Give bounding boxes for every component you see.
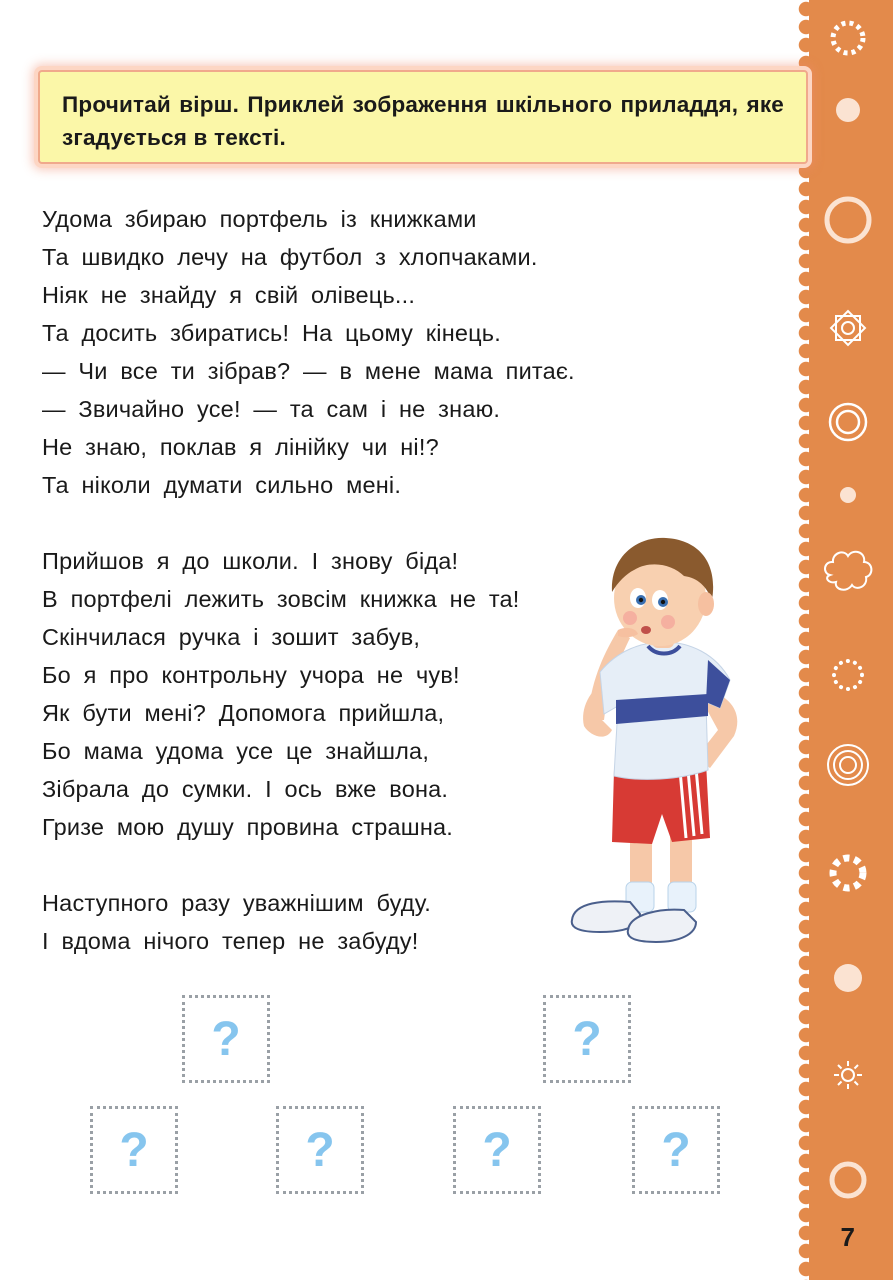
sticker-slot[interactable] <box>453 1106 541 1194</box>
poem-line: Та швидко лечу на футбол з хлопчаками. <box>42 244 538 270</box>
dashed-ring-icon <box>818 8 878 68</box>
sunburst-icon <box>818 1045 878 1105</box>
question-mark-icon: ? <box>211 1012 241 1066</box>
question-mark-icon: ? <box>305 1123 335 1177</box>
poem-line: Наступного разу уважнішим буду. <box>42 890 432 916</box>
poem-line: В портфелі лежить зовсім книжка не та! <box>42 586 520 612</box>
question-mark-icon: ? <box>482 1123 512 1177</box>
poem-line: Як бути мені? Допомога прийшла, <box>42 700 445 726</box>
sticker-slot[interactable] <box>543 995 631 1083</box>
sticker-slot[interactable] <box>276 1106 364 1194</box>
poem-line: Бо я про контрольну учора не чув! <box>42 662 460 688</box>
dotted-circle-icon <box>818 645 878 705</box>
poem-stanza-2 <box>42 542 520 846</box>
question-mark-icon: ? <box>661 1123 691 1177</box>
flower-outline-icon <box>818 298 878 358</box>
poem-line: І вдома нічого тепер не забуду! <box>42 928 419 954</box>
sticker-slot[interactable] <box>90 1106 178 1194</box>
poem-line: Та досить збиратись! На цьому кінець. <box>42 320 501 346</box>
instruction-text: Прочитай вірш. Приклей зображення шкільного приладдя, яке згадується в тексті. <box>62 92 784 150</box>
cloud-outline-icon <box>818 540 878 600</box>
poem-stanza-3 <box>42 884 431 960</box>
big-dot-icon <box>818 948 878 1008</box>
question-mark-icon: ? <box>119 1123 149 1177</box>
dot-icon <box>818 80 878 140</box>
boy-illustration <box>560 530 750 955</box>
double-ring-icon <box>818 392 878 452</box>
poem-line: Ніяк не знайду я свій олівець... <box>42 282 416 308</box>
scalloped-edge <box>797 0 815 1280</box>
dash-circle-icon <box>818 843 878 903</box>
instruction-box <box>38 70 808 164</box>
poem-line: Бо мама удома усе це знайшла, <box>42 738 430 764</box>
ring-icon <box>818 190 878 250</box>
poem-stanza-1 <box>42 200 575 504</box>
question-mark-icon: ? <box>572 1012 602 1066</box>
page-number: 7 <box>840 1222 855 1252</box>
small-dot-icon <box>818 465 878 525</box>
sticker-slot[interactable] <box>632 1106 720 1194</box>
sticker-slot[interactable] <box>182 995 270 1083</box>
thick-ring-icon <box>818 1150 878 1210</box>
poem-line: Прийшов я до школи. І знову біда! <box>42 548 459 574</box>
poem-line: Скінчилася ручка і зошит забув, <box>42 624 421 650</box>
poem-line: Удома збираю портфель із книжками <box>42 206 477 232</box>
poem-line: — Звичайно усе! — та сам і не знаю. <box>42 396 501 422</box>
poem-line: Зібрала до сумки. І ось вже вона. <box>42 776 449 802</box>
poem-line: Не знаю, поклав я лінійку чи ні!? <box>42 434 439 460</box>
poem-line: Гризе мою душу провина страшна. <box>42 814 454 840</box>
poem-line: — Чи все ти зібрав? — в мене мама питає. <box>42 358 575 384</box>
triple-ring-icon <box>818 735 878 795</box>
poem-line: Та ніколи думати сильно мені. <box>42 472 402 498</box>
